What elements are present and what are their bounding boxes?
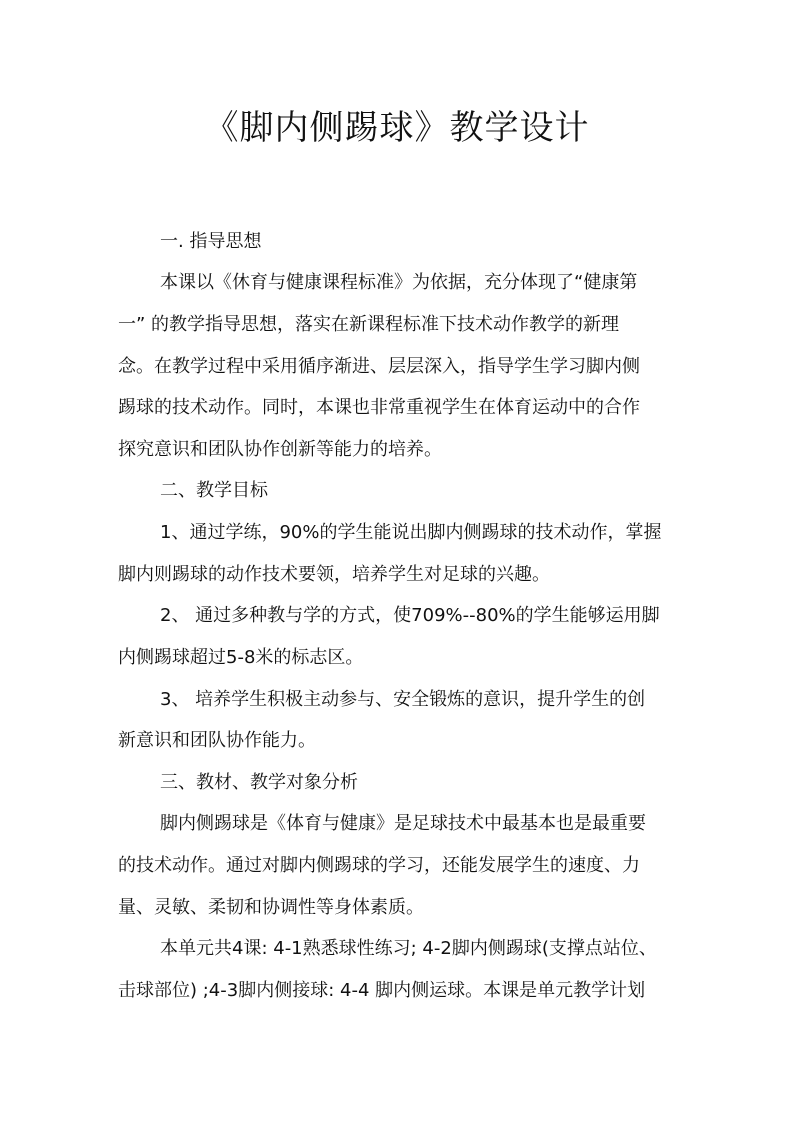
goal-line: 新意识和团队协作能力。 bbox=[118, 730, 316, 751]
paragraph-line: 本单元共4课: 4-1熟悉球性练习; 4-2脚内侧踢球(支撑点站位、 bbox=[160, 938, 657, 959]
section-heading-3: 三、教材、教学对象分析 bbox=[160, 772, 358, 793]
goal-line: 1、通过学练，90%的学生能说出脚内侧踢球的技术动作，掌握 bbox=[160, 522, 662, 543]
paragraph-line: 量、灵敏、柔韧和协调性等身体素质。 bbox=[118, 897, 424, 918]
paragraph-line: 的技术动作。通过对脚内侧踢球的学习，还能发展学生的速度、力 bbox=[118, 855, 640, 876]
paragraph-line: 本课以《休育与健康课程标准》为依据，充分体现了“健康第 bbox=[160, 272, 638, 293]
section-heading-2: 二、教学目标 bbox=[160, 480, 268, 501]
goal-line: 2、 通过多种教与学的方式，使709%--80%的学生能够运用脚 bbox=[160, 605, 660, 626]
paragraph-line: 一” 的教学指导思想，落实在新课程标准下技术动作教学的新理 bbox=[118, 314, 620, 335]
document-title: 《脚内侧踢球》教学设计 bbox=[204, 108, 590, 148]
section-heading-1: 一. 指导思想 bbox=[160, 231, 262, 252]
paragraph-line: 探究意识和团队协作创新等能力的培养。 bbox=[118, 439, 442, 460]
paragraph-line: 踢球的技术动作。同时，本课也非常重视学生在体育运动中的合作 bbox=[118, 397, 640, 418]
paragraph-line: 念。在教学过程中采用循序渐进、层层深入，指导学生学习脚内侧 bbox=[118, 356, 640, 377]
goal-line: 3、 培养学生积极主动参与、安全锻炼的意识，提升学生的创 bbox=[160, 689, 646, 710]
paragraph-line: 击球部位) ;4-3脚内侧接球: 4-4 脚内侧运球。本课是单元教学计划 bbox=[118, 980, 646, 1001]
paragraph-line: 脚内侧踢球是《体育与健康》是足球技术中最基本也是最重要 bbox=[160, 813, 646, 834]
goal-line: 脚内则踢球的动作技术要领，培养学生对足球的兴趣。 bbox=[118, 564, 550, 585]
goal-line: 内侧踢球超过5-8米的标志区。 bbox=[118, 647, 364, 668]
